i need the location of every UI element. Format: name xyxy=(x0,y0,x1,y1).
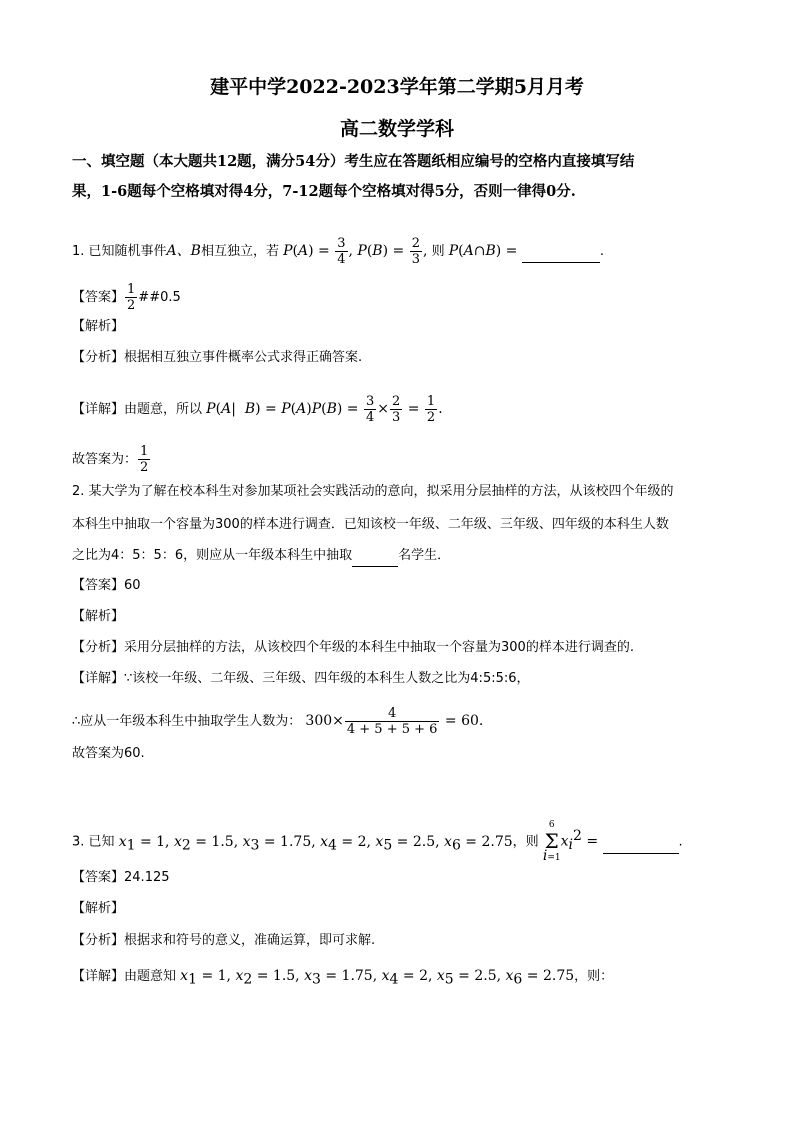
q1-final-fraction: $\frac{1}{2}$ xyxy=(140,444,149,475)
q2-final-line: 故答案为60. xyxy=(72,746,145,761)
q3-detail-values: $x_1 = 1$, $x_2 = 1.5$, $x_3 = 1.75$, $x_4 = 2$, $x_5 = 2.5$, $x_6 = 2.75$ xyxy=(180,968,575,988)
answer-tag: 【答案】 xyxy=(72,290,125,305)
q1-detail-line: 【详解】由题意，所以 P(A| B) = P(A)P(B) = $\frac{3}{4}$ × $\frac{2}{3}$ = $\frac{1}{2}$ . xyxy=(72,394,443,425)
q2-detail-line: 【详解】∵该校一年级、二年级、三年级、四年级的本科生人数之比为4:5:5:6， xyxy=(72,671,530,686)
q2-analysis-tag: 【解析】 xyxy=(72,609,125,624)
q1-analysis-tag: 【解析】 xyxy=(72,319,125,334)
q2-statement-line3: 之比为4：5：5：6，则应从一年级本科生中抽取 名学生． xyxy=(72,546,450,567)
q3-sum-symbol: 6 Σ i=1 xyxy=(542,820,561,864)
q2-answer-line: 【答案】60 xyxy=(72,578,141,593)
q1-answer-fraction: $\frac{1}{2}$ xyxy=(127,282,136,313)
q1-statement: 1. 已知随机事件A、B相互独立，若 P(A) = $\frac{3}{4}$ , P(B) = $\frac{2}{3}$ , 则 P(A∩B) = . xyxy=(72,236,604,267)
q3-detail-line: 【详解】由题意知 $x_1 = 1$, $x_2 = 1.5$, $x_3 = 1.75$, $x_4 = 2$, $x_5 = 2.5$, $x_6 = 2.75$，则： xyxy=(72,968,614,988)
section-heading-line1: 一、填空题（本大题共12题，满分54分）考生应在答题纸相应编号的空格内直接填写结 xyxy=(72,153,635,170)
section-heading-line2: 果，1-6题每个空格填对得4分，7-12题每个空格填对得5分，否则一律得0分. xyxy=(72,183,576,200)
q2-calc-formula: 300× xyxy=(305,713,344,729)
q1-fenxi-line: 【分析】根据相互独立事件概率公式求得正确答案. xyxy=(72,350,363,365)
q2-answer-blank xyxy=(352,546,398,567)
q2-fenxi-line: 【分析】采用分层抽样的方法，从该校四个年级的本科生中抽取一个容量为300的样本进行调查的. xyxy=(72,640,634,655)
q2-therefore-line: ∴应从一年级本科生中抽取学生人数为： 300× $\frac{4}{4 + 5 + 5 + 6}$ = 60. xyxy=(72,706,484,737)
q2-statement-line1: 2. 某大学为了解在校本科生对参加某项社会实践活动的意向，拟采用分层抽样的方法，从该校四个年级的 xyxy=(72,484,674,499)
q1-detail-formula: P xyxy=(206,401,216,417)
q1-given-formula: P xyxy=(283,243,293,259)
q1-final-line: 故答案为： $\frac{1}{2}$ xyxy=(72,444,149,475)
page-title: 建平中学2022-2023学年第二学期5月月考 xyxy=(210,76,584,98)
q1-answer-line: 【答案】 $\frac{1}{2}$ ##0.5 xyxy=(72,282,181,313)
q3-analysis-tag: 【解析】 xyxy=(72,901,125,916)
q3-answer-blank xyxy=(603,833,679,854)
q3-statement: 3. 已知 $x_1 = 1$, $x_2 = 1.5$, $x_3 = 1.75$, $x_4 = 2$, $x_5 = 2.5$, $x_6 = 2.75$，则 6 Σ i=1 $x_i^2$ = . xyxy=(72,820,683,864)
q1-target-formula: P xyxy=(448,243,459,259)
q3-fenxi-line: 【分析】根据求和符号的意义，准确运算，即可求解. xyxy=(72,933,376,948)
q2-statement-line2: 本科生中抽取一个容量为300的样本进行调查．已知该校一年级、二年级、三年级、四年级的本科生人数 xyxy=(72,517,669,532)
page-subtitle: 高二数学学科 xyxy=(339,118,454,140)
q3-answer-line: 【答案】24.125 xyxy=(72,870,170,885)
q3-given-values: $x_1 = 1$, $x_2 = 1.5$, $x_3 = 1.75$, $x_4 = 2$, $x_5 = 2.5$, $x_6 = 2.75$ xyxy=(118,833,513,854)
q1-answer-blank xyxy=(522,242,600,263)
